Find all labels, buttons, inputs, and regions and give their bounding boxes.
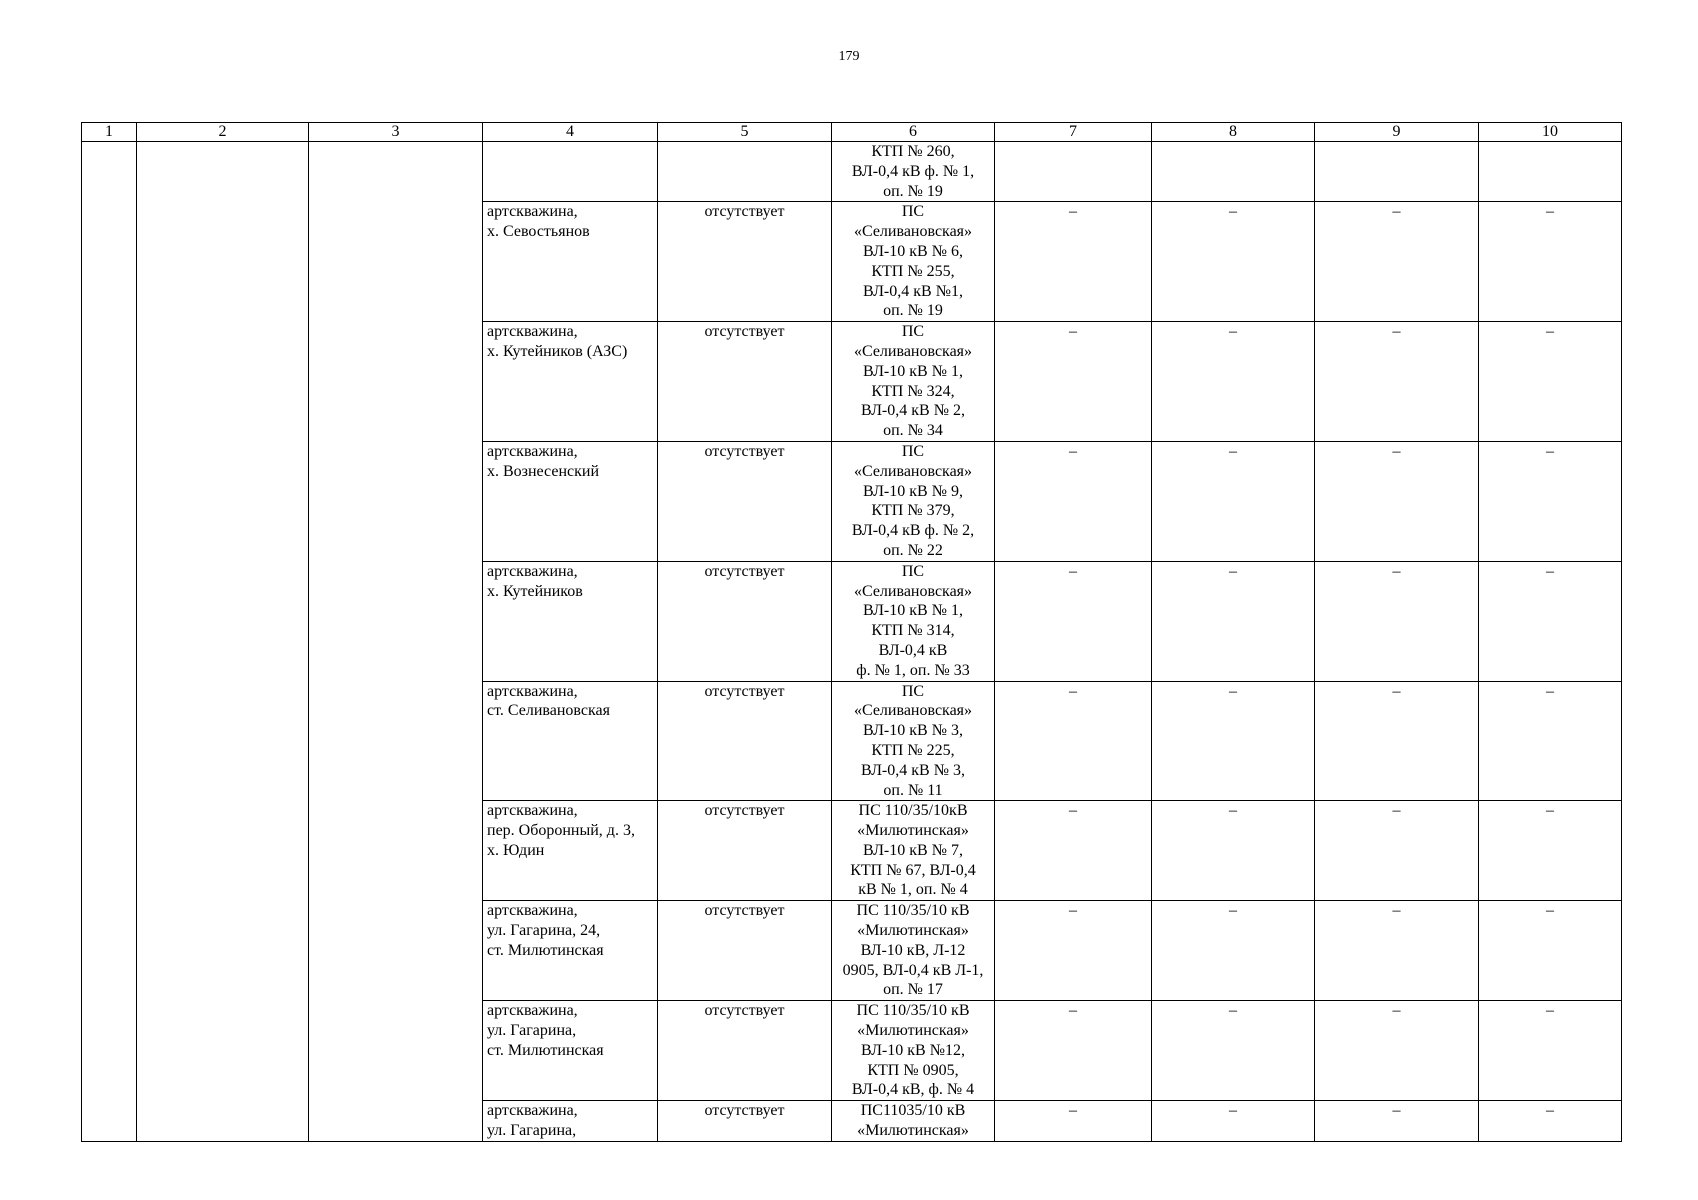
column-number: 9 [1315, 123, 1479, 142]
status-cell: отсутствует [658, 1101, 832, 1142]
value-cell: – [1315, 681, 1479, 801]
value-cell: – [1152, 561, 1315, 681]
value-cell [1479, 142, 1622, 202]
value-cell: – [995, 441, 1152, 561]
value-cell: – [995, 681, 1152, 801]
power-source-cell: КТП № 260, ВЛ-0,4 кВ ф. № 1, оп. № 19 [832, 142, 995, 202]
object-cell: артскважина, х. Кутейников (АЗС) [483, 322, 658, 442]
status-cell: отсутствует [658, 322, 832, 442]
object-cell: артскважина, х. Севостьянов [483, 202, 658, 322]
value-cell: – [1479, 202, 1622, 322]
status-cell: отсутствует [658, 441, 832, 561]
value-cell: – [1479, 901, 1622, 1001]
column-number: 2 [137, 123, 309, 142]
value-cell: – [1479, 1001, 1622, 1101]
power-source-cell: ПС «Селивановская» ВЛ-10 кВ № 9, КТП № 379, ВЛ-0,4 кВ ф. № 2, оп. № 22 [832, 441, 995, 561]
value-cell: – [1152, 681, 1315, 801]
merged-cell-col3 [309, 142, 483, 1142]
power-source-cell: ПС «Селивановская» ВЛ-10 кВ № 1, КТП № 314, ВЛ-0,4 кВ ф. № 1, оп. № 33 [832, 561, 995, 681]
object-cell: артскважина, пер. Оборонный, д. 3, х. Юдин [483, 801, 658, 901]
object-cell: артскважина, х. Кутейников [483, 561, 658, 681]
value-cell: – [1152, 441, 1315, 561]
value-cell: – [1152, 801, 1315, 901]
value-cell: – [1152, 1001, 1315, 1101]
value-cell: – [995, 202, 1152, 322]
value-cell: – [1315, 441, 1479, 561]
status-cell: отсутствует [658, 561, 832, 681]
value-cell: – [1152, 1101, 1315, 1142]
status-cell [658, 142, 832, 202]
status-cell: отсутствует [658, 801, 832, 901]
value-cell: – [1315, 801, 1479, 901]
value-cell: – [1152, 202, 1315, 322]
value-cell: – [1315, 1101, 1479, 1142]
value-cell: – [995, 561, 1152, 681]
column-number: 10 [1479, 123, 1622, 142]
status-cell: отсутствует [658, 1001, 832, 1101]
column-number: 7 [995, 123, 1152, 142]
value-cell: – [995, 1001, 1152, 1101]
value-cell: – [1315, 202, 1479, 322]
object-cell: артскважина, ст. Селивановская [483, 681, 658, 801]
column-number: 6 [832, 123, 995, 142]
merged-cell-col2 [137, 142, 309, 1142]
data-table [81, 122, 1622, 1142]
status-cell: отсутствует [658, 202, 832, 322]
object-cell [483, 142, 658, 202]
status-cell: отсутствует [658, 681, 832, 801]
status-cell: отсутствует [658, 901, 832, 1001]
column-number: 3 [309, 123, 483, 142]
value-cell: – [1315, 901, 1479, 1001]
power-source-cell: ПС 110/35/10 кВ «Милютинская» ВЛ-10 кВ, Л-12 0905, ВЛ-0,4 кВ Л-1, оп. № 17 [832, 901, 995, 1001]
value-cell: – [1479, 561, 1622, 681]
power-source-cell: ПС «Селивановская» ВЛ-10 кВ № 6, КТП № 255, ВЛ-0,4 кВ №1, оп. № 19 [832, 202, 995, 322]
power-source-cell: ПС «Селивановская» ВЛ-10 кВ № 3, КТП № 225, ВЛ-0,4 кВ № 3, оп. № 11 [832, 681, 995, 801]
column-number: 8 [1152, 123, 1315, 142]
object-cell: артскважина, ул. Гагарина, 24, ст. Милютинская [483, 901, 658, 1001]
value-cell: – [1315, 322, 1479, 442]
value-cell [995, 142, 1152, 202]
value-cell: – [1479, 1101, 1622, 1142]
value-cell: – [995, 901, 1152, 1001]
value-cell: – [995, 322, 1152, 442]
value-cell [1315, 142, 1479, 202]
merged-cell-col1 [82, 142, 137, 1142]
table-row [82, 142, 1622, 202]
value-cell: – [1479, 322, 1622, 442]
power-source-cell: ПС 110/35/10 кВ «Милютинская» ВЛ-10 кВ №12, КТП № 0905, ВЛ-0,4 кВ, ф. № 4 [832, 1001, 995, 1101]
value-cell: – [1479, 441, 1622, 561]
page-number: 179 [838, 49, 860, 64]
value-cell [1152, 142, 1315, 202]
power-source-cell: ПС 110/35/10кВ «Милютинская» ВЛ-10 кВ № 7, КТП № 67, ВЛ-0,4 кВ № 1, оп. № 4 [832, 801, 995, 901]
value-cell: – [1152, 322, 1315, 442]
value-cell: – [1479, 681, 1622, 801]
object-cell: артскважина, х. Вознесенский [483, 441, 658, 561]
power-source-cell: ПС11035/10 кВ «Милютинская» [832, 1101, 995, 1142]
object-cell: артскважина, ул. Гагарина, [483, 1101, 658, 1142]
value-cell: – [1152, 901, 1315, 1001]
column-number: 1 [82, 123, 137, 142]
value-cell: – [1479, 801, 1622, 901]
column-number: 5 [658, 123, 832, 142]
power-source-cell: ПС «Селивановская» ВЛ-10 кВ № 1, КТП № 324, ВЛ-0,4 кВ № 2, оп. № 34 [832, 322, 995, 442]
value-cell: – [1315, 1001, 1479, 1101]
column-number-row [82, 123, 1622, 142]
value-cell: – [995, 1101, 1152, 1142]
column-number: 4 [483, 123, 658, 142]
value-cell: – [995, 801, 1152, 901]
object-cell: артскважина, ул. Гагарина, ст. Милютинская [483, 1001, 658, 1101]
value-cell: – [1315, 561, 1479, 681]
